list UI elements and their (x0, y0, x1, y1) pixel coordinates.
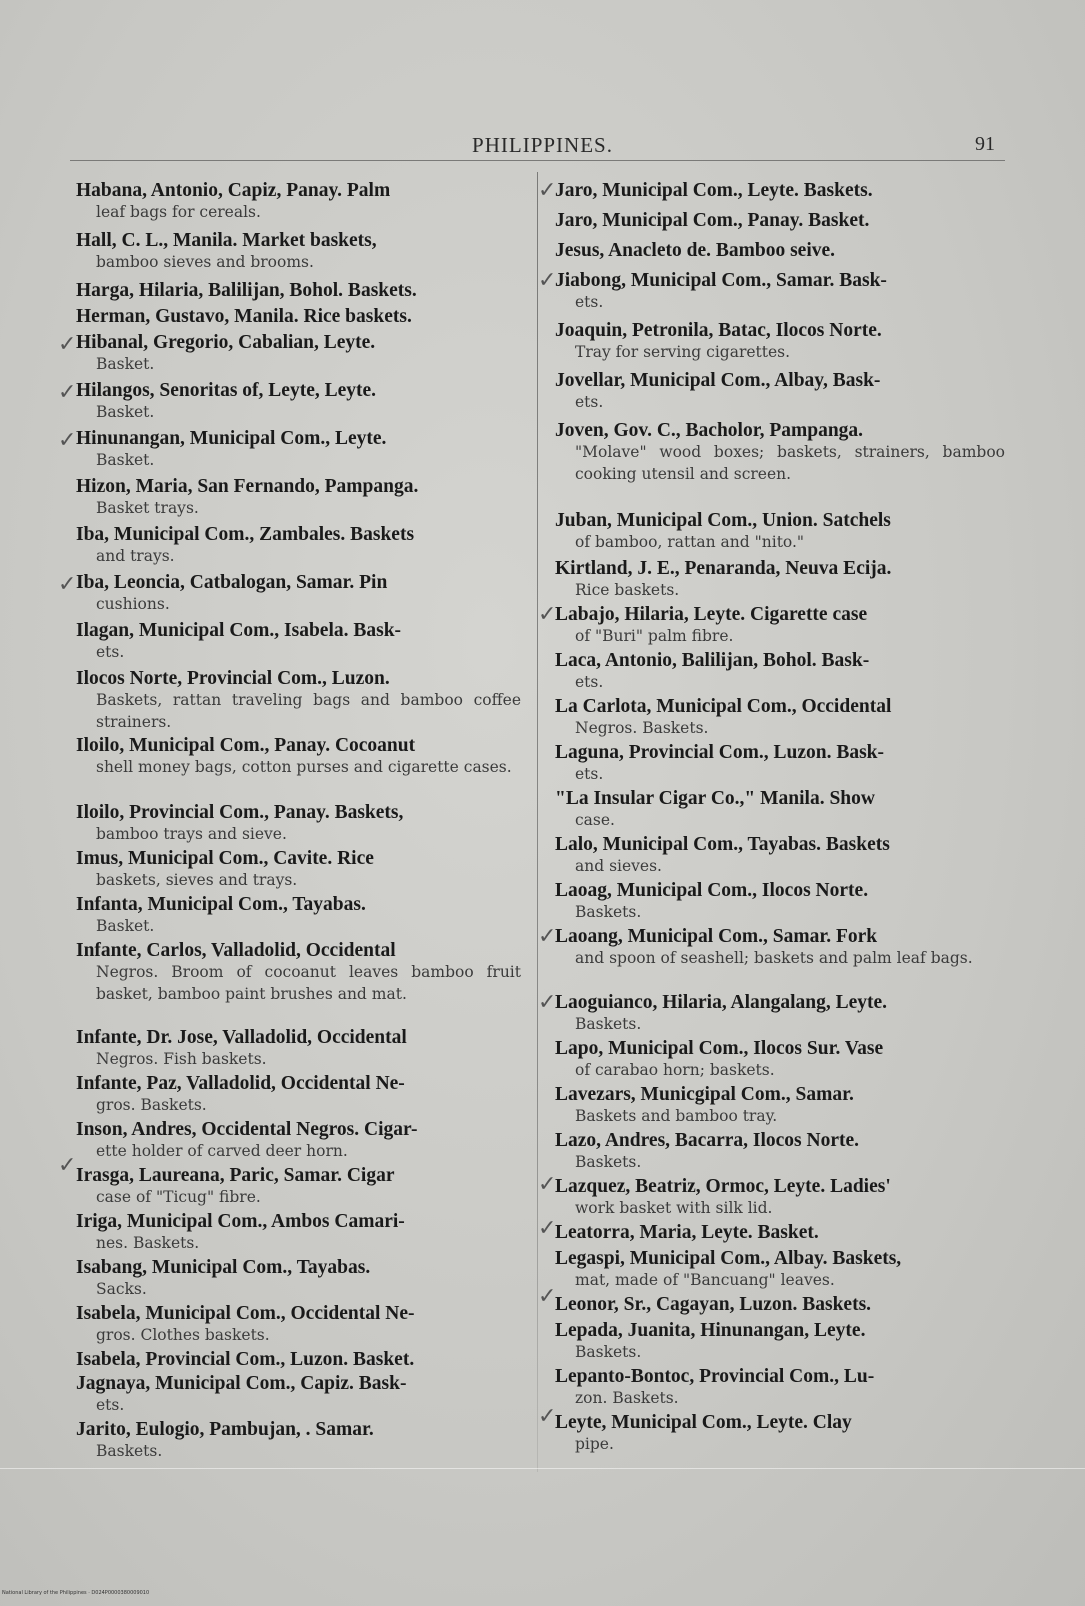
list-item: Lazo, Andres, Bacarra, Ilocos Norte. Baskets. (555, 1130, 860, 1171)
list-item: Jiabong, Municipal Com., Samar. Bask- ets. (555, 270, 887, 311)
check-mark-icon: ✓ (538, 1284, 557, 1309)
list-item: Isabela, Municipal Com., Occidental Ne- gros. Clothes baskets. (76, 1303, 415, 1344)
list-item: Hall, C. L., Manila. Market baskets, bamboo sieves and brooms. (76, 230, 377, 271)
list-item: Jarito, Eulogio, Pambujan, . Samar. Baskets. (76, 1419, 374, 1460)
list-item: Leatorra, Maria, Leyte. Basket. (555, 1222, 819, 1243)
list-item: Lapo, Municipal Com., Ilocos Sur. Vase of carabao horn; baskets. (555, 1038, 884, 1079)
check-mark-icon: ✓ (58, 380, 77, 405)
list-item: Irasga, Laureana, Paric, Samar. Cigar case of "Ticug" fibre. (76, 1165, 395, 1206)
scan-edge (0, 1468, 1085, 1469)
check-mark-icon: ✓ (58, 428, 77, 453)
list-item: Laoang, Municipal Com., Samar. Fork and spoon of seashell; baskets and palm leaf bags. (555, 926, 973, 967)
list-item: Infanta, Municipal Com., Tayabas. Basket. (76, 894, 366, 935)
list-item: Joven, Gov. C., Bacholor, Pampanga. "Molave" wood boxes; baskets, strainers, bamboo cooking utensil and screen. (555, 420, 1005, 483)
list-item: Imus, Municipal Com., Cavite. Rice baskets, sieves and trays. (76, 848, 374, 889)
list-item: Joaquin, Petronila, Batac, Ilocos Norte. Tray for serving cigarettes. (555, 320, 882, 361)
list-item: Habana, Antonio, Capiz, Panay. Palm leaf bags for cereals. (76, 180, 391, 221)
list-item: Laoag, Municipal Com., Ilocos Norte. Baskets. (555, 880, 869, 921)
list-item: Laguna, Provincial Com., Luzon. Bask- ets. (555, 742, 885, 783)
list-item: Laoguianco, Hilaria, Alangalang, Leyte. Baskets. (555, 992, 888, 1033)
list-item: Iloilo, Provincial Com., Panay. Baskets, bamboo trays and sieve. (76, 802, 404, 843)
list-item: Iloilo, Municipal Com., Panay. Cocoanut shell money bags, cotton purses and cigarette cases. (76, 735, 512, 776)
list-item: "La Insular Cigar Co.," Manila. Show case. (555, 788, 875, 829)
list-item: Iba, Municipal Com., Zambales. Baskets and trays. (76, 524, 415, 565)
list-item: Herman, Gustavo, Manila. Rice baskets. (76, 306, 412, 327)
list-item: Jagnaya, Municipal Com., Capiz. Bask- ets. (76, 1373, 407, 1414)
list-item: Leyte, Municipal Com., Leyte. Clay pipe. (555, 1412, 852, 1453)
list-item: Isabela, Provincial Com., Luzon. Basket. (76, 1349, 415, 1370)
list-item: Kirtland, J. E., Penaranda, Neuva Ecija. Rice baskets. (555, 558, 892, 599)
header-rule (70, 160, 1005, 161)
list-item: Lazquez, Beatriz, Ormoc, Leyte. Ladies' work basket with silk lid. (555, 1176, 891, 1217)
list-item: Hinunangan, Municipal Com., Leyte. Basket. (76, 428, 387, 469)
list-item: Jaro, Municipal Com., Panay. Basket. (555, 210, 870, 231)
check-mark-icon: ✓ (58, 572, 77, 597)
check-mark-icon: ✓ (538, 924, 557, 949)
running-head: PHILIPPINES. (472, 133, 613, 157)
list-item: Iba, Leoncia, Catbalogan, Samar. Pin cushions. (76, 572, 388, 613)
page-number: 91 (975, 133, 995, 155)
column-divider (537, 172, 538, 1472)
list-item: Infante, Carlos, Valladolid, Occidental Negros. Broom of cocoanut leaves bamboo fruit basket, bamboo paint brushes and mat. (76, 940, 521, 1003)
list-item: Legaspi, Municipal Com., Albay. Baskets, mat, made of "Bancuang" leaves. (555, 1248, 902, 1289)
list-item: Labajo, Hilaria, Leyte. Cigarette case of "Buri" palm fibre. (555, 604, 868, 645)
list-item: Inson, Andres, Occidental Negros. Cigar- ette holder of carved deer horn. (76, 1119, 418, 1160)
list-item: Ilocos Norte, Provincial Com., Luzon. Baskets, rattan traveling bags and bamboo coffee strainers. (76, 668, 521, 731)
check-mark-icon: ✓ (538, 1216, 557, 1241)
scan-footer-note: National Library of the Philippines · D024P0000380009010 (2, 1590, 150, 1596)
list-item: Jovellar, Municipal Com., Albay, Bask- ets. (555, 370, 881, 411)
list-item: Lepada, Juanita, Hinunangan, Leyte. Baskets. (555, 1320, 866, 1361)
list-item: Laca, Antonio, Balilijan, Bohol. Bask- ets. (555, 650, 870, 691)
check-mark-icon: ✓ (538, 268, 557, 293)
list-item: Jesus, Anacleto de. Bamboo seive. (555, 240, 836, 261)
list-item: Ilagan, Municipal Com., Isabela. Bask- ets. (76, 620, 402, 661)
list-item: Lalo, Municipal Com., Tayabas. Baskets and sieves. (555, 834, 890, 875)
check-mark-icon: ✓ (58, 332, 77, 357)
list-item: Leonor, Sr., Cagayan, Luzon. Baskets. (555, 1294, 872, 1315)
list-item: Infante, Dr. Jose, Valladolid, Occidental Negros. Fish baskets. (76, 1027, 407, 1068)
check-mark-icon: ✓ (538, 1172, 557, 1197)
list-item: Iriga, Municipal Com., Ambos Camari- nes. Baskets. (76, 1211, 405, 1252)
list-item: Isabang, Municipal Com., Tayabas. Sacks. (76, 1257, 371, 1298)
check-mark-icon: ✓ (538, 1404, 557, 1429)
list-item: Lepanto-Bontoc, Provincial Com., Lu- zon. Baskets. (555, 1366, 875, 1407)
list-item: Harga, Hilaria, Balilijan, Bohol. Baskets. (76, 280, 417, 301)
list-item: Hilangos, Senoritas of, Leyte, Leyte. Basket. (76, 380, 377, 421)
check-mark-icon: ✓ (538, 602, 557, 627)
check-mark-icon: ✓ (538, 178, 557, 203)
list-item: Hizon, Maria, San Fernando, Pampanga. Basket trays. (76, 476, 419, 517)
check-mark-icon: ✓ (538, 990, 557, 1015)
list-item: Juban, Municipal Com., Union. Satchels of bamboo, rattan and "nito." (555, 510, 891, 551)
list-item: Jaro, Municipal Com., Leyte. Baskets. (555, 180, 873, 201)
list-item: Infante, Paz, Valladolid, Occidental Ne- gros. Baskets. (76, 1073, 405, 1114)
list-item: Lavezars, Municgipal Com., Samar. Baskets and bamboo tray. (555, 1084, 854, 1125)
list-item: Hibanal, Gregorio, Cabalian, Leyte. Basket. (76, 332, 376, 373)
check-mark-icon: ✓ (58, 1153, 77, 1178)
list-item: La Carlota, Municipal Com., Occidental Negros. Baskets. (555, 696, 892, 737)
